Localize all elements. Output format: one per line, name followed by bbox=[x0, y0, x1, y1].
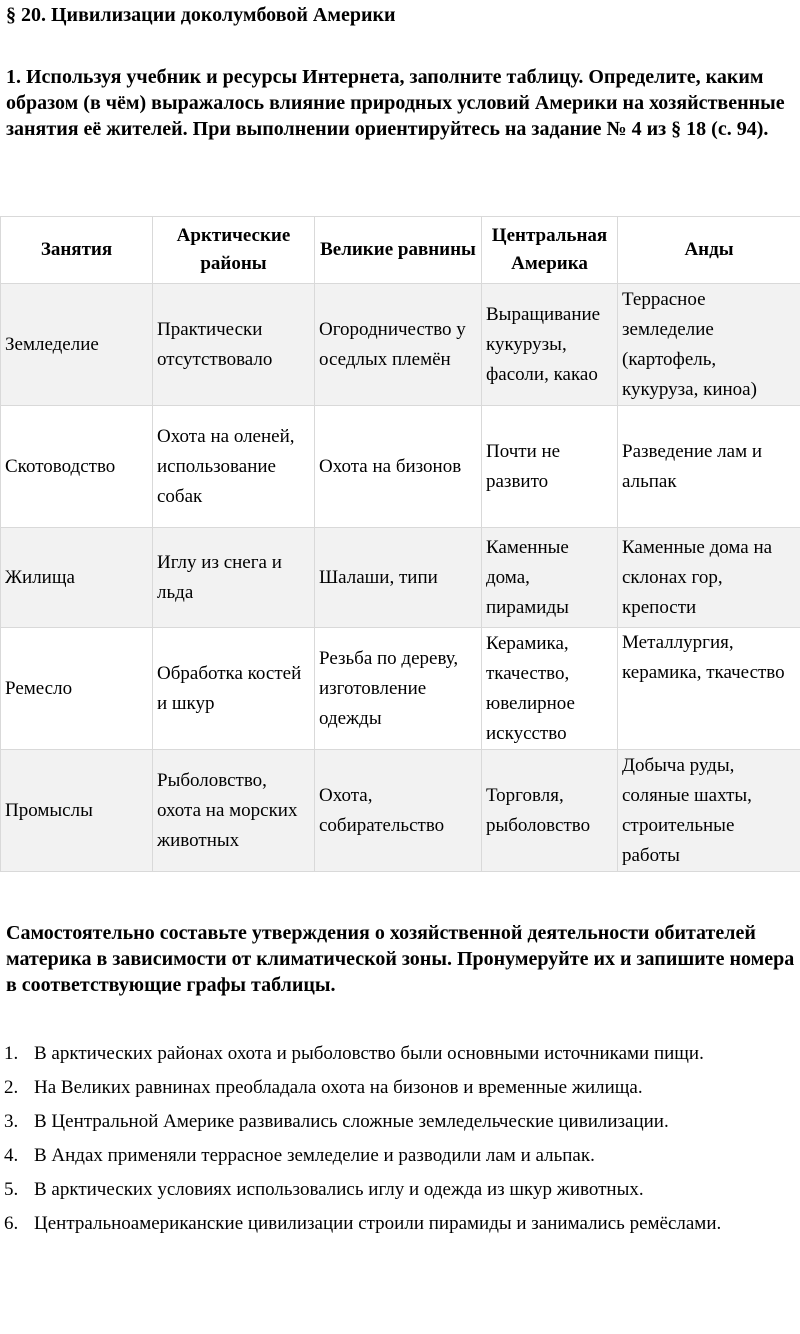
statement-text: В Андах применяли террасное земледелие и разводили лам и альпак. bbox=[34, 1145, 595, 1166]
header-andes: Анды bbox=[618, 217, 800, 284]
table-cell: Охота на оленей, использование собак bbox=[153, 406, 315, 528]
table-cell: Добыча руды, соляные шахты, строительные работы bbox=[618, 750, 800, 872]
row-label: Скотоводство bbox=[1, 406, 153, 528]
list-item bbox=[0, 1142, 790, 1170]
statement-text: В арктических районах охота и рыболовство были основными источниками пищи. bbox=[34, 1043, 704, 1064]
statement-number: 5. bbox=[4, 1179, 19, 1200]
statement-number: 4. bbox=[4, 1145, 19, 1166]
table-cell: Керамика, ткачество, ювелирное искусство bbox=[482, 628, 618, 750]
table-cell: Резьба по дереву, изготовление одежды bbox=[315, 628, 482, 750]
list-item bbox=[0, 1074, 790, 1102]
header-activities: Занятия bbox=[1, 217, 153, 284]
row-label: Ремесло bbox=[1, 628, 153, 750]
instructions-text: Самостоятельно составьте утверждения о хозяйственной деятельности обитателей материка в зависимости от климатической зоны. Пронумеруйте их и запишите номера в соответствующие графы таблицы. bbox=[6, 922, 795, 996]
statement-number: 1. bbox=[4, 1043, 19, 1064]
statement-number: 2. bbox=[4, 1077, 19, 1098]
table-row bbox=[1, 528, 800, 628]
task-text: 1. Используя учебник и ресурсы Интернета, заполните таблицу. Определите, каким образом (в чём) выражалось влияние природных условий Америки на хозяйственные занятия её жителей. При выполнении ориентируйтесь на задание № 4 из § 18 (с. 94). bbox=[6, 66, 785, 140]
statement-number: 3. bbox=[4, 1111, 19, 1132]
table-cell: Каменные дома, пирамиды bbox=[482, 528, 618, 628]
table-cell: Обработка костей и шкур bbox=[153, 628, 315, 750]
table-cell: Рыболовство, охота на морских животных bbox=[153, 750, 315, 872]
statement-number: 6. bbox=[4, 1213, 19, 1234]
table-row bbox=[1, 406, 800, 528]
row-label: Земледелие bbox=[1, 284, 153, 406]
list-item bbox=[0, 1108, 790, 1136]
statement-text: Центральноамериканские цивилизации строили пирамиды и занимались ремёслами. bbox=[34, 1213, 722, 1234]
table-cell: Почти не развито bbox=[482, 406, 618, 528]
activities-table bbox=[0, 216, 800, 872]
table-row bbox=[1, 750, 800, 872]
table-header-row bbox=[1, 217, 800, 284]
table-cell: Выращивание кукурузы, фасоли, какао bbox=[482, 284, 618, 406]
table-cell: Каменные дома на склонах гор, крепости bbox=[618, 528, 800, 628]
table-row bbox=[1, 284, 800, 406]
list-item bbox=[0, 1040, 790, 1068]
header-great-plains: Великие равнины bbox=[315, 217, 482, 284]
table-cell: Торговля, рыболовство bbox=[482, 750, 618, 872]
list-item bbox=[0, 1210, 790, 1238]
section-title: § 20. Цивилизации доколумбовой Америки bbox=[6, 4, 396, 26]
table-row bbox=[1, 628, 800, 750]
table-cell: Охота на бизонов bbox=[315, 406, 482, 528]
table-cell: Практически отсутствовало bbox=[153, 284, 315, 406]
table-cell: Террасное земледелие (картофель, кукуруза, киноа) bbox=[618, 284, 800, 406]
table-cell: Разведение лам и альпак bbox=[618, 406, 800, 528]
table-cell: Шалаши, типи bbox=[315, 528, 482, 628]
row-label: Жилища bbox=[1, 528, 153, 628]
table-cell: Огородничество у оседлых племён bbox=[315, 284, 482, 406]
table-cell: Металлургия, керамика, ткачество bbox=[618, 628, 800, 750]
header-arctic: Арктические районы bbox=[153, 217, 315, 284]
statement-text: В арктических условиях использовались иглу и одежда из шкур животных. bbox=[34, 1179, 644, 1200]
table-cell: Охота, собирательство bbox=[315, 750, 482, 872]
header-central-america: Центральная Америка bbox=[482, 217, 618, 284]
table-cell: Иглу из снега и льда bbox=[153, 528, 315, 628]
statements-list bbox=[0, 1040, 790, 1244]
row-label: Промыслы bbox=[1, 750, 153, 872]
statement-text: На Великих равнинах преобладала охота на бизонов и временные жилища. bbox=[34, 1077, 643, 1098]
statement-text: В Центральной Америке развивались сложные земледельческие цивилизации. bbox=[34, 1111, 669, 1132]
list-item bbox=[0, 1176, 790, 1204]
